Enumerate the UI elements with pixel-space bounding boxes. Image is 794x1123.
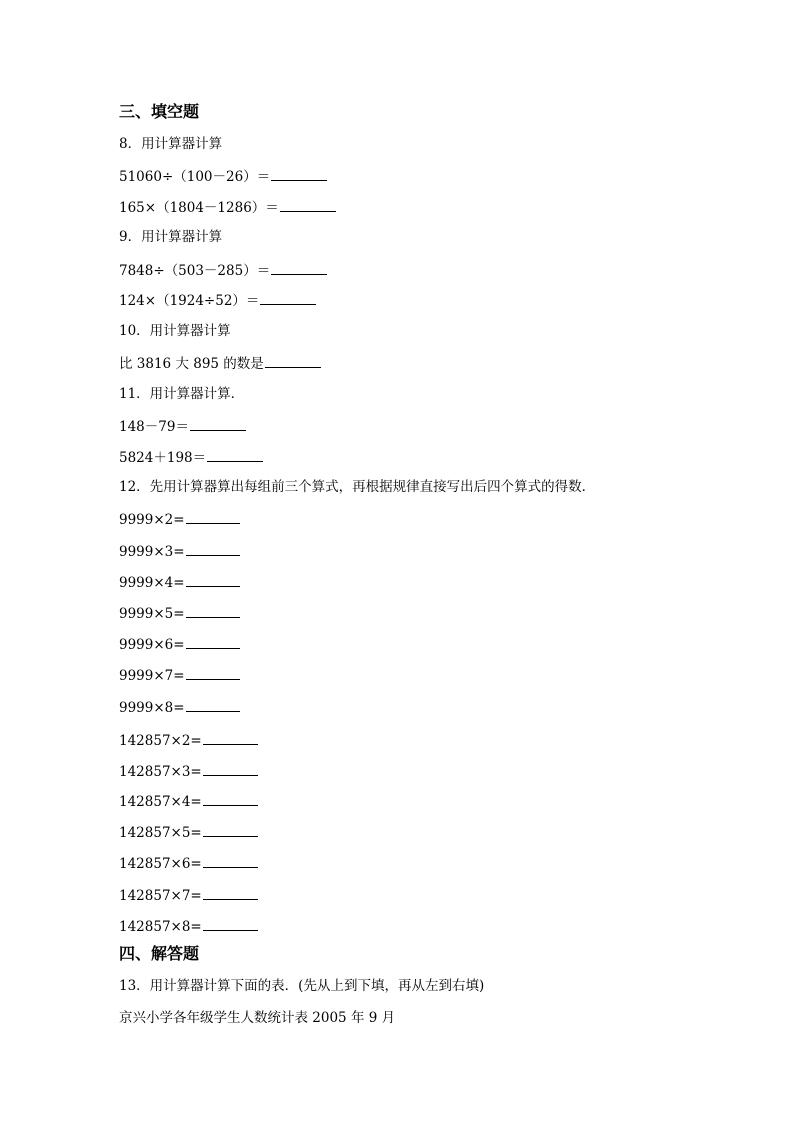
answer-blank[interactable] — [271, 260, 327, 275]
question-12-expression-8 — [119, 730, 258, 750]
question-12-expression-9 — [119, 761, 258, 781]
expression-text: 142857×3= — [119, 764, 202, 780]
question-8-title: 8．用计算器计算 — [119, 136, 223, 152]
expression-text: 9999×6= — [119, 637, 185, 653]
question-12-expression-14 — [119, 916, 258, 936]
answer-blank[interactable] — [203, 822, 258, 837]
question-10-expression-1 — [119, 353, 321, 373]
question-12-expression-4 — [119, 603, 240, 623]
expression-text: 142857×8= — [119, 919, 202, 935]
section-title-answer: 四、解答题 — [119, 944, 200, 963]
question-8-expression-2 — [119, 197, 336, 217]
expression-text: 9999×2= — [119, 512, 185, 528]
expression-text: 9999×5= — [119, 606, 185, 622]
expression-text: 142857×5= — [119, 825, 202, 841]
question-12-expression-10 — [119, 791, 258, 811]
question-8-expression-1 — [119, 166, 327, 186]
question-11-expression-1 — [119, 416, 246, 436]
question-12-title: 12．先用计算器算出每组前三个算式，再根据规律直接写出后四个算式的得数． — [119, 479, 596, 495]
question-11-title: 11．用计算器计算． — [119, 386, 245, 402]
expression-text: 142857×2= — [119, 733, 202, 749]
answer-blank[interactable] — [186, 541, 240, 556]
expression-text: 51060÷（100－26）＝ — [119, 169, 271, 185]
answer-blank[interactable] — [186, 509, 240, 524]
answer-blank[interactable] — [203, 885, 258, 900]
expression-text: 148－79＝ — [119, 419, 189, 435]
question-12-expression-5 — [119, 634, 240, 654]
answer-blank[interactable] — [203, 916, 258, 931]
expression-text: 165×（1804－1286）＝ — [119, 200, 279, 216]
expression-text: 9999×7= — [119, 668, 185, 684]
question-12-expression-3 — [119, 572, 240, 592]
question-13-table-caption: 京兴小学各年级学生人数统计表 2005 年 9 月 — [119, 1010, 396, 1026]
question-11-expression-2 — [119, 447, 263, 467]
answer-blank[interactable] — [186, 634, 240, 649]
expression-text: 9999×8= — [119, 700, 185, 716]
question-10-title: 10．用计算器计算 — [119, 323, 231, 339]
answer-blank[interactable] — [190, 416, 246, 431]
question-9-title: 9．用计算器计算 — [119, 229, 223, 245]
question-12-expression-6 — [119, 665, 240, 685]
answer-blank[interactable] — [207, 447, 263, 462]
answer-blank[interactable] — [203, 730, 258, 745]
question-12-expression-2 — [119, 541, 240, 561]
answer-blank[interactable] — [260, 290, 316, 305]
question-9-expression-1 — [119, 260, 327, 280]
section-title-fill-in: 三、填空题 — [119, 102, 200, 121]
question-12-expression-13 — [119, 885, 258, 905]
expression-text: 142857×7= — [119, 888, 202, 904]
expression-text: 124×（1924÷52）＝ — [119, 293, 260, 309]
answer-blank[interactable] — [280, 197, 336, 212]
question-12-expression-7 — [119, 697, 240, 717]
answer-blank[interactable] — [186, 572, 240, 587]
question-12-expression-1 — [119, 509, 240, 529]
expression-text: 142857×6= — [119, 856, 202, 872]
answer-blank[interactable] — [265, 353, 321, 368]
question-13-title: 13．用计算器计算下面的表．(先从上到下填，再从左到右填) — [119, 978, 485, 994]
answer-blank[interactable] — [203, 761, 258, 776]
expression-text: 9999×3= — [119, 544, 185, 560]
question-9-expression-2 — [119, 290, 316, 310]
answer-blank[interactable] — [186, 697, 240, 712]
answer-blank[interactable] — [203, 853, 258, 868]
expression-text: 5824＋198＝ — [119, 450, 207, 466]
answer-blank[interactable] — [271, 166, 327, 181]
expression-text: 142857×4= — [119, 794, 202, 810]
answer-blank[interactable] — [203, 791, 258, 806]
expression-text: 9999×4= — [119, 575, 185, 591]
expression-text: 比 3816 大 895 的数是 — [119, 356, 264, 372]
expression-text: 7848÷（503－285）＝ — [119, 263, 271, 279]
question-12-expression-11 — [119, 822, 258, 842]
question-12-expression-12 — [119, 853, 258, 873]
answer-blank[interactable] — [186, 665, 240, 680]
answer-blank[interactable] — [186, 603, 240, 618]
